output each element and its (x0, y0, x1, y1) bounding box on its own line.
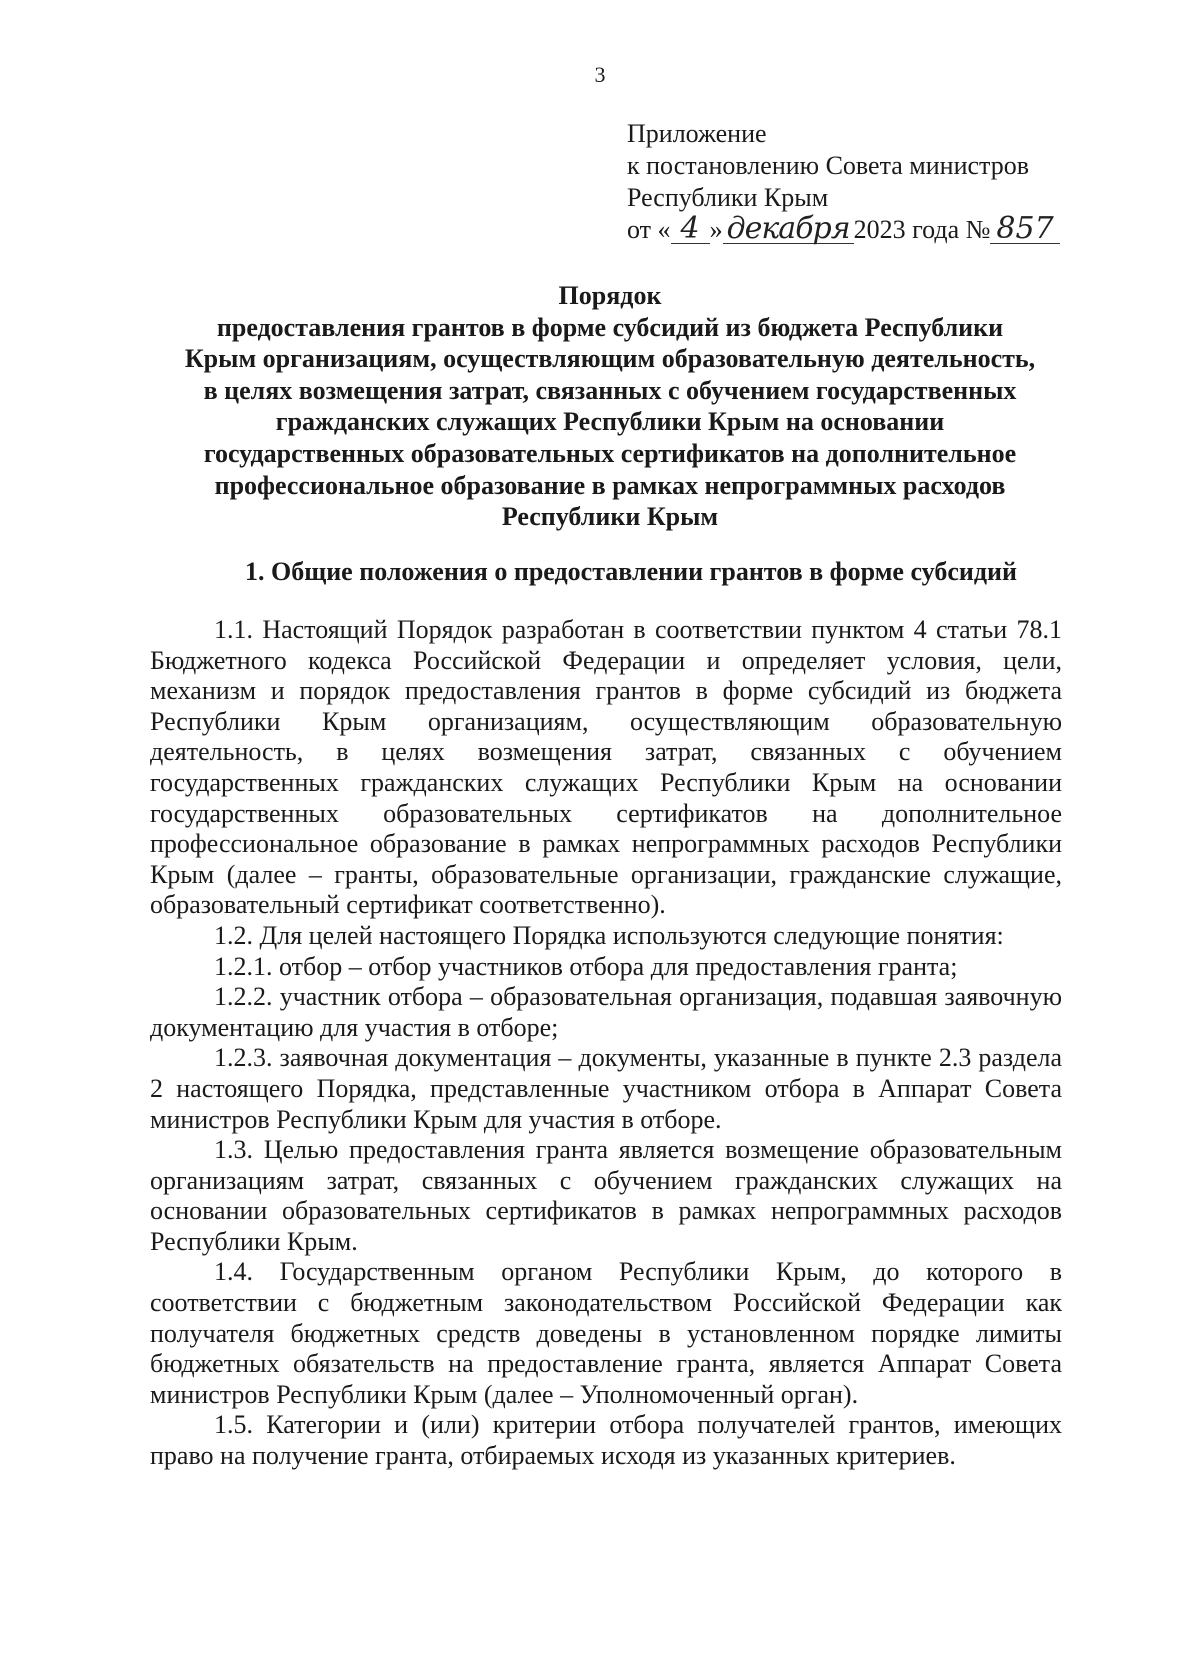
paragraph: 1.3. Целью предоставления гранта является возмещение образовательным организациям затрат, связанных с обучением гражданских служащих на основании образовательных сертификатов в рамках непрограммных расходов Республики Крым. (150, 1135, 1062, 1256)
date-year-text: 2023 года № (853, 215, 991, 244)
section-heading: 1. Общие положения о предоставлении грантов в форме субсидий (245, 557, 1017, 586)
paragraph: 1.2.2. участник отбора – образовательная организация, подавшая заявочную документацию для участия в отборе; (150, 982, 1062, 1042)
paragraph: 1.1. Настоящий Порядок разработан в соответствии пунктом 4 статьи 78.1 Бюджетного кодекса Российской Федерации и определяет условия, цели, механизм и порядок предоставления грантов в форме субсидий из бюджета Республики Крым организациям, осуществляющим образовательную деятельность, в целях возмещения затрат, связанных с обучением государственных гражданских служащих Республики Крым на основании государственных образовательных сертификатов на дополнительное профессиональное образование в рамках непрограммных расходов Республики Крым (далее – гранты, образовательные организации, гражданские служащие, образовательный сертификат соответственно). (150, 615, 1062, 920)
paragraph: 1.2.1. отбор – отбор участников отбора для предоставления гранта; (214, 951, 958, 981)
title-line: Крым организациям, осуществляющим образовательную деятельность, (184, 344, 1036, 374)
title-line: государственных образовательных сертификатов на дополнительное (203, 438, 1017, 468)
page-number: 3 (594, 62, 606, 87)
title-line: Республики Крым (501, 502, 719, 532)
paragraph: 1.4. Государственным органом Республики Крым, до которого в соответствии с бюджетным законодательством Российской Федерации как получателя бюджетных средств доведены в установленном порядке лимиты бюджетных обязательств на предоставление гранта, является Аппарат Совета министров Республики Крым (далее – Уполномоченный орган). (150, 1257, 1062, 1409)
appendix-line-3: Республики Крым (627, 183, 829, 212)
paragraph: 1.2. Для целей настоящего Порядка используются следующие понятия: (214, 920, 1004, 950)
body-text (150, 615, 1062, 1472)
appendix-block (627, 118, 1060, 246)
title-line: профессиональное образование в рамках непрограммных расходов (214, 470, 1006, 500)
title-line: Порядок (558, 281, 662, 310)
handwritten-day: 4 (671, 215, 710, 244)
handwritten-number: 857 (990, 215, 1059, 244)
paragraph: 1.5. Категории и (или) критерии отбора получателей грантов, имеющих право на получение гранта, отбираемых исходя из указанных критериев. (150, 1410, 1062, 1471)
date-prefix: от « (627, 215, 671, 244)
appendix-line-1: Приложение (627, 119, 767, 148)
handwritten-month: декабря (723, 215, 854, 244)
document-title (130, 280, 1090, 533)
title-line: в целях возмещения затрат, связанных с обучением государственных (203, 375, 1017, 405)
appendix-date-line (627, 211, 1060, 246)
title-line: предоставления грантов в форме субсидий из бюджета Республики (216, 312, 1004, 342)
appendix-line-2: к постановлению Совета министров (627, 151, 1029, 180)
title-line: гражданских служащих Республики Крым на основании (275, 407, 945, 437)
paragraph: 1.2.3. заявочная документация – документы, указанные в пункте 2.3 раздела 2 настоящего Порядка, представленные участником отбора в Аппарат Совета министров Республики Крым для участия в отборе. (150, 1043, 1062, 1134)
date-day-close: » (709, 215, 723, 244)
